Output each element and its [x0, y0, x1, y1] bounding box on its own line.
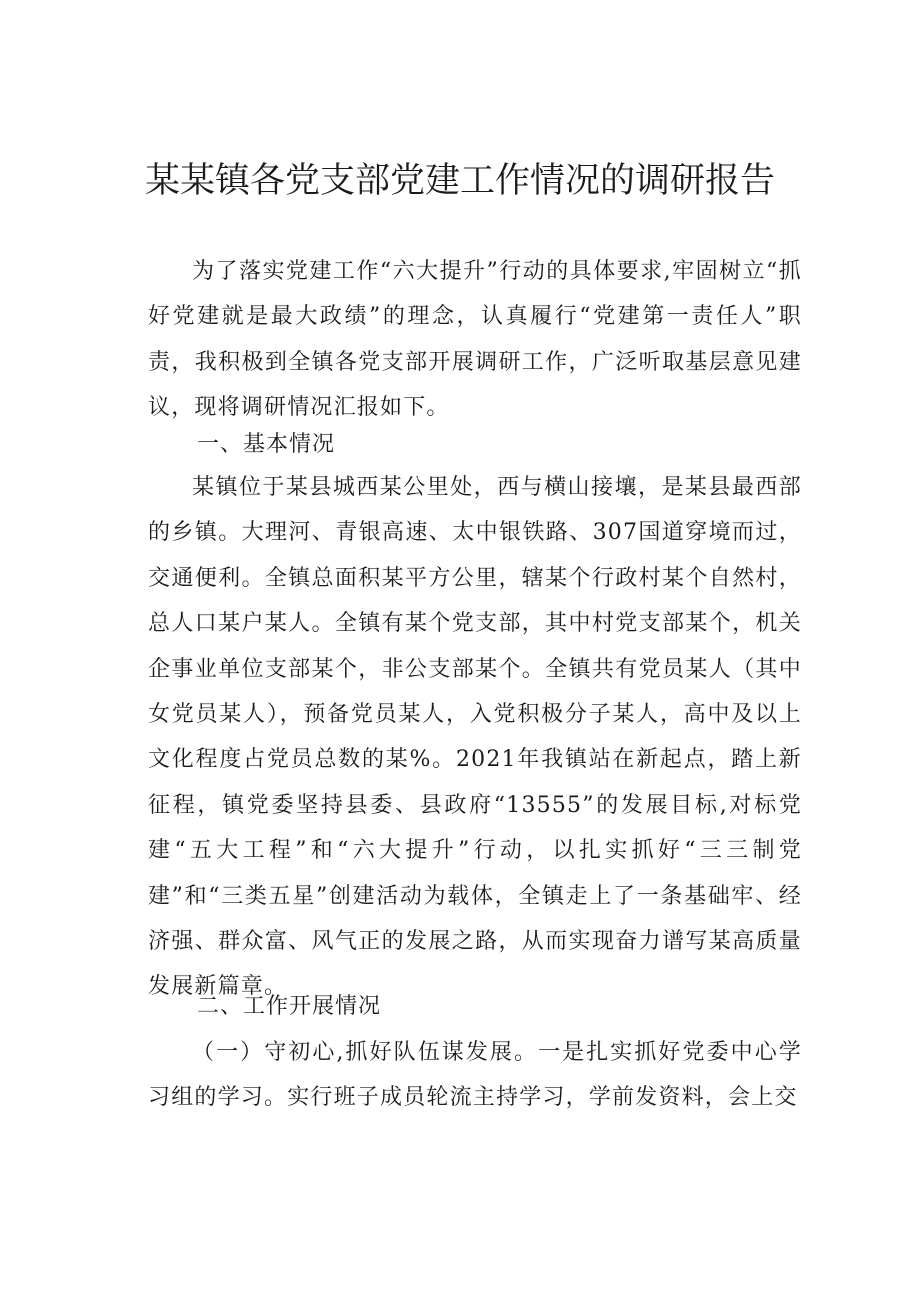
document-title: 某某镇各党支部党建工作情况的调研报告 — [144, 161, 775, 201]
basic-situation-paragraph: 某镇位于某县城西某公里处，西与横山接壤，是某县最西部的乡镇。大理河、青银高速、太中银铁路、307国道穿境而过，交通便利。全镇总面积某平方公里，辖某个行政村某个自然村，总人口某户某人。全镇有某个党支部，其中村党支部某个，机关企事业单位支部某个，非公支部某个。全镇共有党员某人（其中女党员某人），预备党员某人，入党积极分子某人，高中及以上文化程度占党员总数的某%。2021年我镇站在新起点，踏上新征程，镇党委坚持县委、县政府“13555”的发展目标,对标党建“五大工程”和“六大提升”行动，以扎实抓好“三三制党建”和“三类五星”创建活动为载体，全镇走上了一条基础牢、经济强、群众富、风气正的发展之路，从而实现奋力谱写某高质量发展新篇章。 — [148, 475, 802, 1000]
section-heading-work-progress: 二、工作开展情况 — [197, 994, 382, 1019]
work-progress-paragraph: （一）守初心,抓好队伍谋发展。一是扎实抓好党委中心学习组的学习。实行班子成员轮流主持学习，学前发资料，会上交 — [148, 1040, 802, 1111]
section-heading-basic-situation: 一、基本情况 — [197, 432, 336, 457]
intro-paragraph: 为了落实党建工作“六大提升”行动的具体要求,牢固树立“抓好党建就是最大政绩”的理念，认真履行“党建第一责任人”职责，我积极到全镇各党支部开展调研工作，广泛听取基层意见建议，现将调研情况汇报如下。 — [148, 259, 802, 421]
